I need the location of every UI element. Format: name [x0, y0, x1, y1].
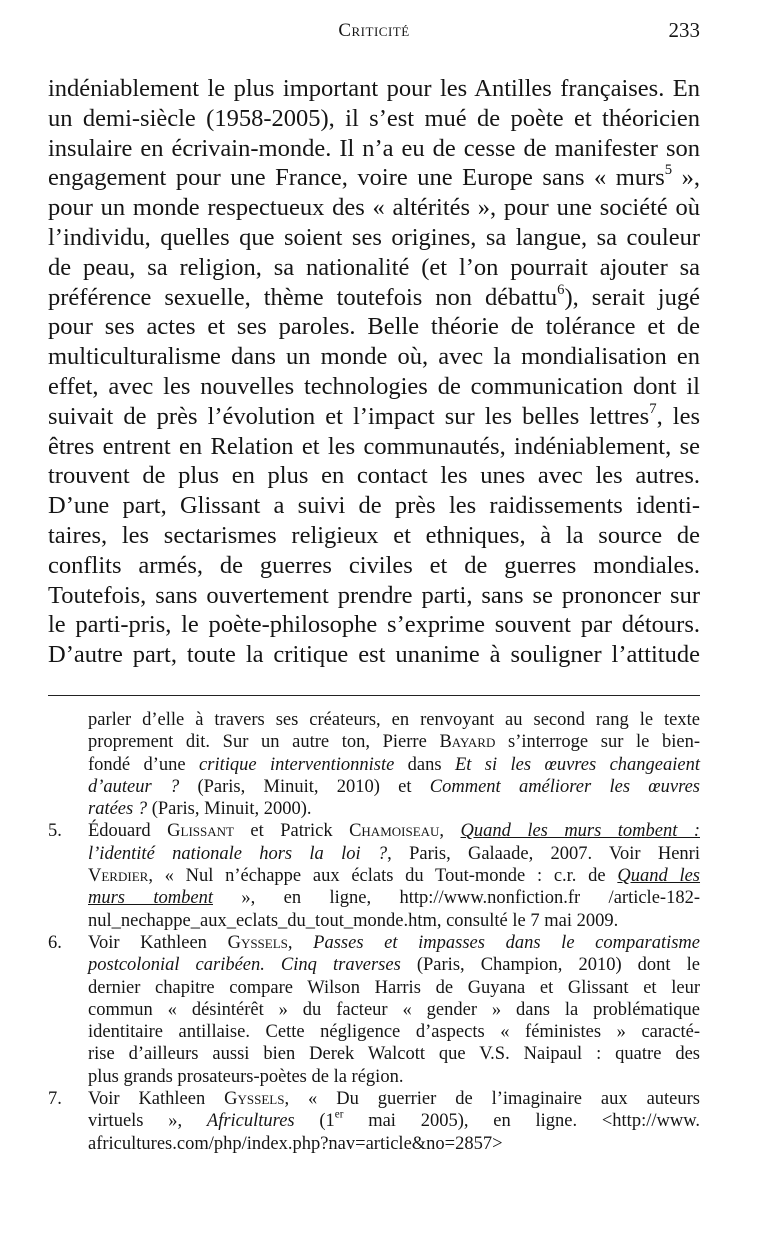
body-line: pour un monde respectueux des « altérités », pour une société où — [48, 194, 700, 222]
body-line: insulaire en écrivain-monde. Il n’a eu de cesse de manifester son — [48, 134, 700, 162]
footnote-line: rise d’ailleurs aussi bien Derek Walcott que V.S. Naipaul : quatre des — [88, 1044, 700, 1065]
footnote-number: 5. — [48, 821, 62, 842]
footnote-line: parler d’elle à travers ses créateurs, en renvoyant au second rang le texte — [88, 710, 700, 730]
footnote-line: identitaire antillaise. Cette négligence d’aspects « féministes » caracté- — [88, 1022, 700, 1043]
footnote-line: Édouard Glissant et Patrick Chamoiseau, Quand les murs tombent : — [88, 821, 700, 842]
work-title: murs tombent — [88, 888, 213, 909]
body-line: engagement pour une France, voire une Europe sans « murs$^5$ », — [48, 162, 700, 192]
author-name: Glissant — [167, 821, 234, 842]
body-line: D’une part, Glissant a suivi de près les raidissements identi- — [48, 492, 700, 520]
author-name: Verdier — [88, 866, 149, 887]
footnote-line: postcolonial caribéen. Cinq traverses (Paris, Champion, 2010) dont le — [88, 955, 700, 976]
body-line: de peau, sa religion, sa nationalité (et l’on pourrait ajouter sa — [48, 253, 700, 281]
work-title: Quand les murs tombent : — [460, 821, 700, 842]
footnote-line: Verdier, « Nul n’échappe aux éclats du Tout-monde : c.r. de Quand les — [88, 866, 701, 887]
footnote-line: ratées ? (Paris, Minuit, 2000). — [88, 799, 312, 820]
body-line: trouvent de plus en plus en contact les unes avec les autres. — [48, 462, 700, 490]
footnote-separator — [48, 695, 700, 696]
body-text — [48, 74, 700, 670]
work-title: Africultures — [206, 1111, 295, 1132]
body-line: effet, avec les nouvelles technologies de communication dont il — [48, 372, 700, 400]
footnote-line: plus grands prosateurs-poètes de la région. — [88, 1066, 404, 1087]
work-title: postcolonial caribéen. Cinq traverses — [88, 955, 401, 976]
footnote-line: d’auteur ? (Paris, Minuit, 2010) et Comment améliorer les œuvres — [88, 776, 700, 797]
footnote-ref: 5 — [664, 162, 673, 179]
footnote-number: 6. — [48, 932, 62, 953]
footnote-line: commun « désintérêt » du facteur « gender » dans la problématique — [88, 999, 700, 1020]
body-line: pour ses actes et ses paroles. Belle théorie de tolérance et de — [48, 313, 700, 341]
running-head — [48, 18, 700, 48]
footnote-ref: 7 — [649, 400, 657, 417]
running-head-title: Criticité — [338, 20, 410, 41]
footnotes — [48, 709, 700, 1155]
author-name: Gyssels — [227, 932, 288, 953]
footnote-number: 7. — [48, 1089, 62, 1110]
body-line: êtres entrent en Relation et les communautés, indéniablement, se — [48, 432, 700, 460]
footnote-line: Voir Kathleen Gyssels, Passes et impasses dans le comparatisme — [88, 932, 700, 953]
body-line: conflits armés, de guerres civiles et de guerres mondiales. — [48, 551, 700, 579]
footnote-line: virtuels », Africultures (1er mai 2005), en ligne. <http://www. — [88, 1109, 700, 1132]
body-line: Toutefois, sans ouvertement prendre parti, sans se prononcer sur — [48, 581, 700, 609]
body-line: indéniablement le plus important pour les Antilles françaises. En — [48, 75, 700, 102]
work-title: Comment améliorer les œuvres — [429, 776, 700, 797]
body-line: un demi-siècle (1958-2005), il s’est mué de poète et théoricien — [48, 104, 700, 132]
author-name: Bayard — [439, 732, 496, 753]
work-title: Et si les œuvres changeaient — [454, 754, 701, 775]
body-line: le parti-pris, le poète-philosophe s’exprime souvent par détours. — [48, 611, 700, 639]
work-title: Passes et impasses dans le comparatisme — [313, 932, 700, 953]
body-line: taires, les sectarismes religieux et ethniques, à la source de — [48, 521, 700, 549]
body-line: préférence sexuelle, thème toutefois non débattu$^6$), serait jugé — [48, 281, 700, 311]
footnote-continuation — [48, 709, 700, 820]
author-name: Chamoiseau — [349, 821, 440, 842]
footnote-ref: 6 — [557, 281, 565, 298]
work-title: Quand les — [617, 866, 701, 887]
body-line: l’individu, quelles que soient ses origines, sa langue, sa couleur — [48, 223, 700, 251]
footnote-line: l’identité nationale hors la loi ?, Paris, Galaade, 2007. Voir Henri — [88, 843, 700, 864]
body-line: suivait de près l’évolution et l’impact sur les belles lettres$^7$, les — [48, 400, 701, 430]
footnote-line: africultures.com/php/index.php?nav=article&no=2857> — [88, 1133, 503, 1154]
body-line: D’autre part, toute la critique est unanime à souligner l’attitude — [48, 641, 700, 669]
footnote-line: proprement dit. Sur un autre ton, Pierre Bayard s’interroge sur le bien- — [88, 732, 700, 753]
footnote-5 — [48, 820, 700, 931]
author-name: Gyssels — [224, 1089, 285, 1110]
footnote-line: murs tombent », en ligne, http://www.nonfiction.fr /article-182- — [88, 888, 700, 909]
footnote-line: Voir Kathleen Gyssels, « Du guerrier de l’imaginaire aux auteurs — [88, 1089, 700, 1110]
page-number: 233 — [668, 18, 700, 42]
footnote-line: nul_nechappe_aux_eclats_du_tout_monde.htm, consulté le 7 mai 2009. — [88, 910, 619, 931]
footnote-line: fondé d’une critique interventionniste dans Et si les œuvres changeaient — [88, 754, 701, 775]
body-line: multiculturalisme dans un monde où, avec la mondialisation en — [48, 343, 700, 371]
footnote-6 — [48, 932, 700, 1088]
footnote-line: dernier chapitre compare Wilson Harris de Guyana et Glissant et leur — [88, 977, 700, 998]
work-title: l’identité nationale hors la loi ? — [88, 843, 388, 864]
footnote-7 — [48, 1088, 700, 1155]
